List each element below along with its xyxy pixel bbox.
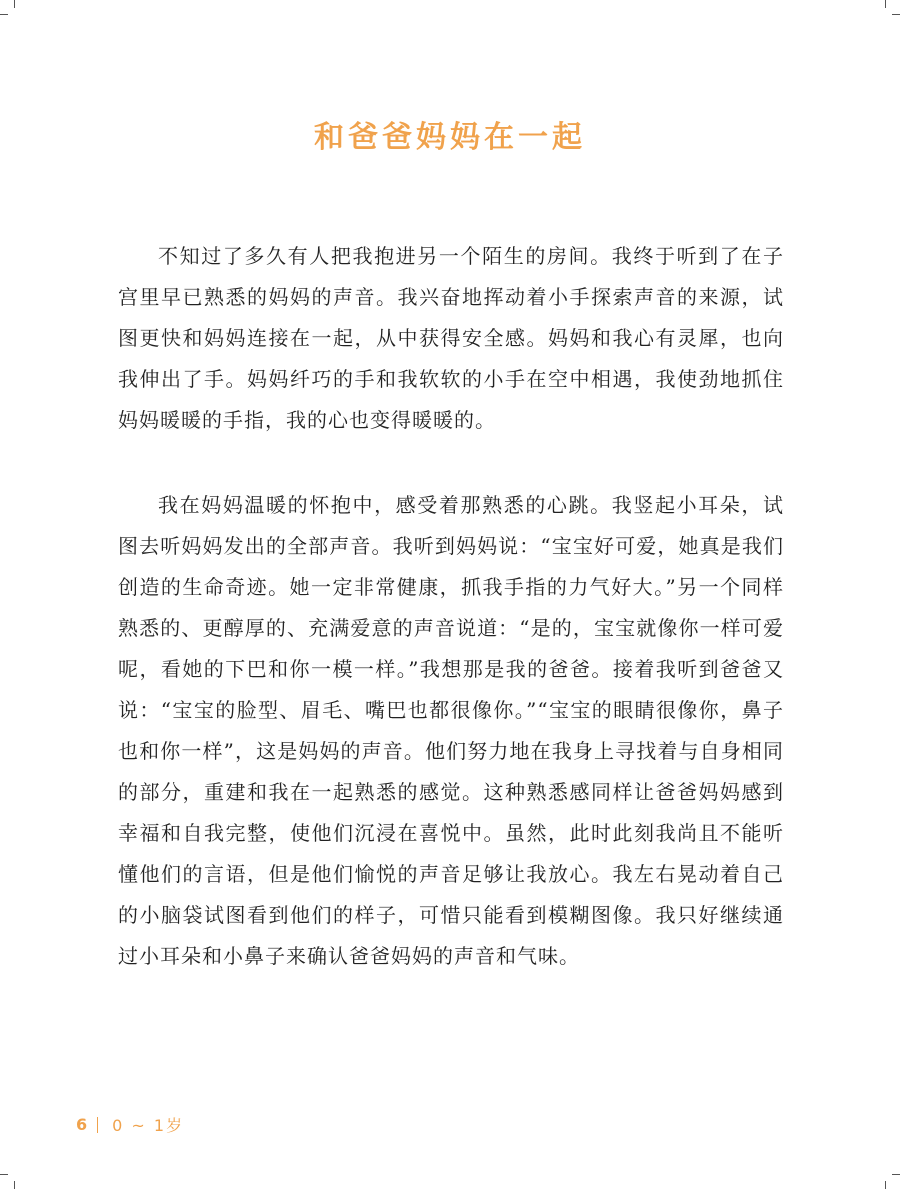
paragraph: 不知过了多久有人把我抱进另一个陌生的房间。我终于听到了在子宫里早已熟悉的妈妈的声音。我兴奋地挥动着小手探索声音的来源，试图更快和妈妈连接在一起，从中获得安全感。妈妈和我心有灵犀，也向我伸出了手。妈妈纤巧的手和我软软的小手在空中相遇，我使劲地抓住妈妈暖暖的手指，我的心也变得暖暖的。 [118, 244, 784, 432]
crop-mark [0, 14, 8, 15]
page-footer [76, 1113, 184, 1136]
crop-mark [892, 14, 900, 15]
crop-mark [885, 1181, 886, 1189]
paragraph: 我在妈妈温暖的怀抱中，感受着那熟悉的心跳。我竖起小耳朵，试图去听妈妈发出的全部声音。我听到妈妈说：“宝宝好可爱，她真是我们创造的生命奇迹。她一定非常健康，抓我手指的力气好大。”另一个同样熟悉的、更醇厚的、充满爱意的声音说道：“是的，宝宝就像你一样可爱呢，看她的下巴和你一模一样。”我想那是我的爸爸。接着我听到爸爸又说：“宝宝的脸型、眉毛、嘴巴也都很像你。”“宝宝的眼睛很像你，鼻子也和你一样”，这是妈妈的声音。他们努力地在我身上寻找着与自身相同的部分，重建和我在一起熟悉的感觉。这种熟悉感同样让爸爸妈妈感到幸福和自我完整，使他们沉浸在喜悦中。虽然，此时此刻我尚且不能听懂他们的言语，但是他们愉悦的声音足够让我放心。我左右晃动着自己的小脑袋试图看到他们的样子，可惜只能看到模糊图像。我只好继续通过小耳朵和小鼻子来确认爸爸妈妈的声音和气味。 [118, 493, 784, 968]
crop-mark [14, 1181, 15, 1189]
section-label: 0 ~ 1岁 [112, 1116, 185, 1135]
crop-mark [0, 1174, 8, 1175]
chapter-title: 和爸爸妈妈在一起 [314, 120, 586, 155]
footer-divider [97, 1117, 98, 1133]
crop-mark [892, 1174, 900, 1175]
page-number: 6 [76, 1115, 88, 1134]
crop-mark [14, 0, 15, 8]
body-text [118, 236, 784, 1021]
crop-mark [885, 0, 886, 8]
